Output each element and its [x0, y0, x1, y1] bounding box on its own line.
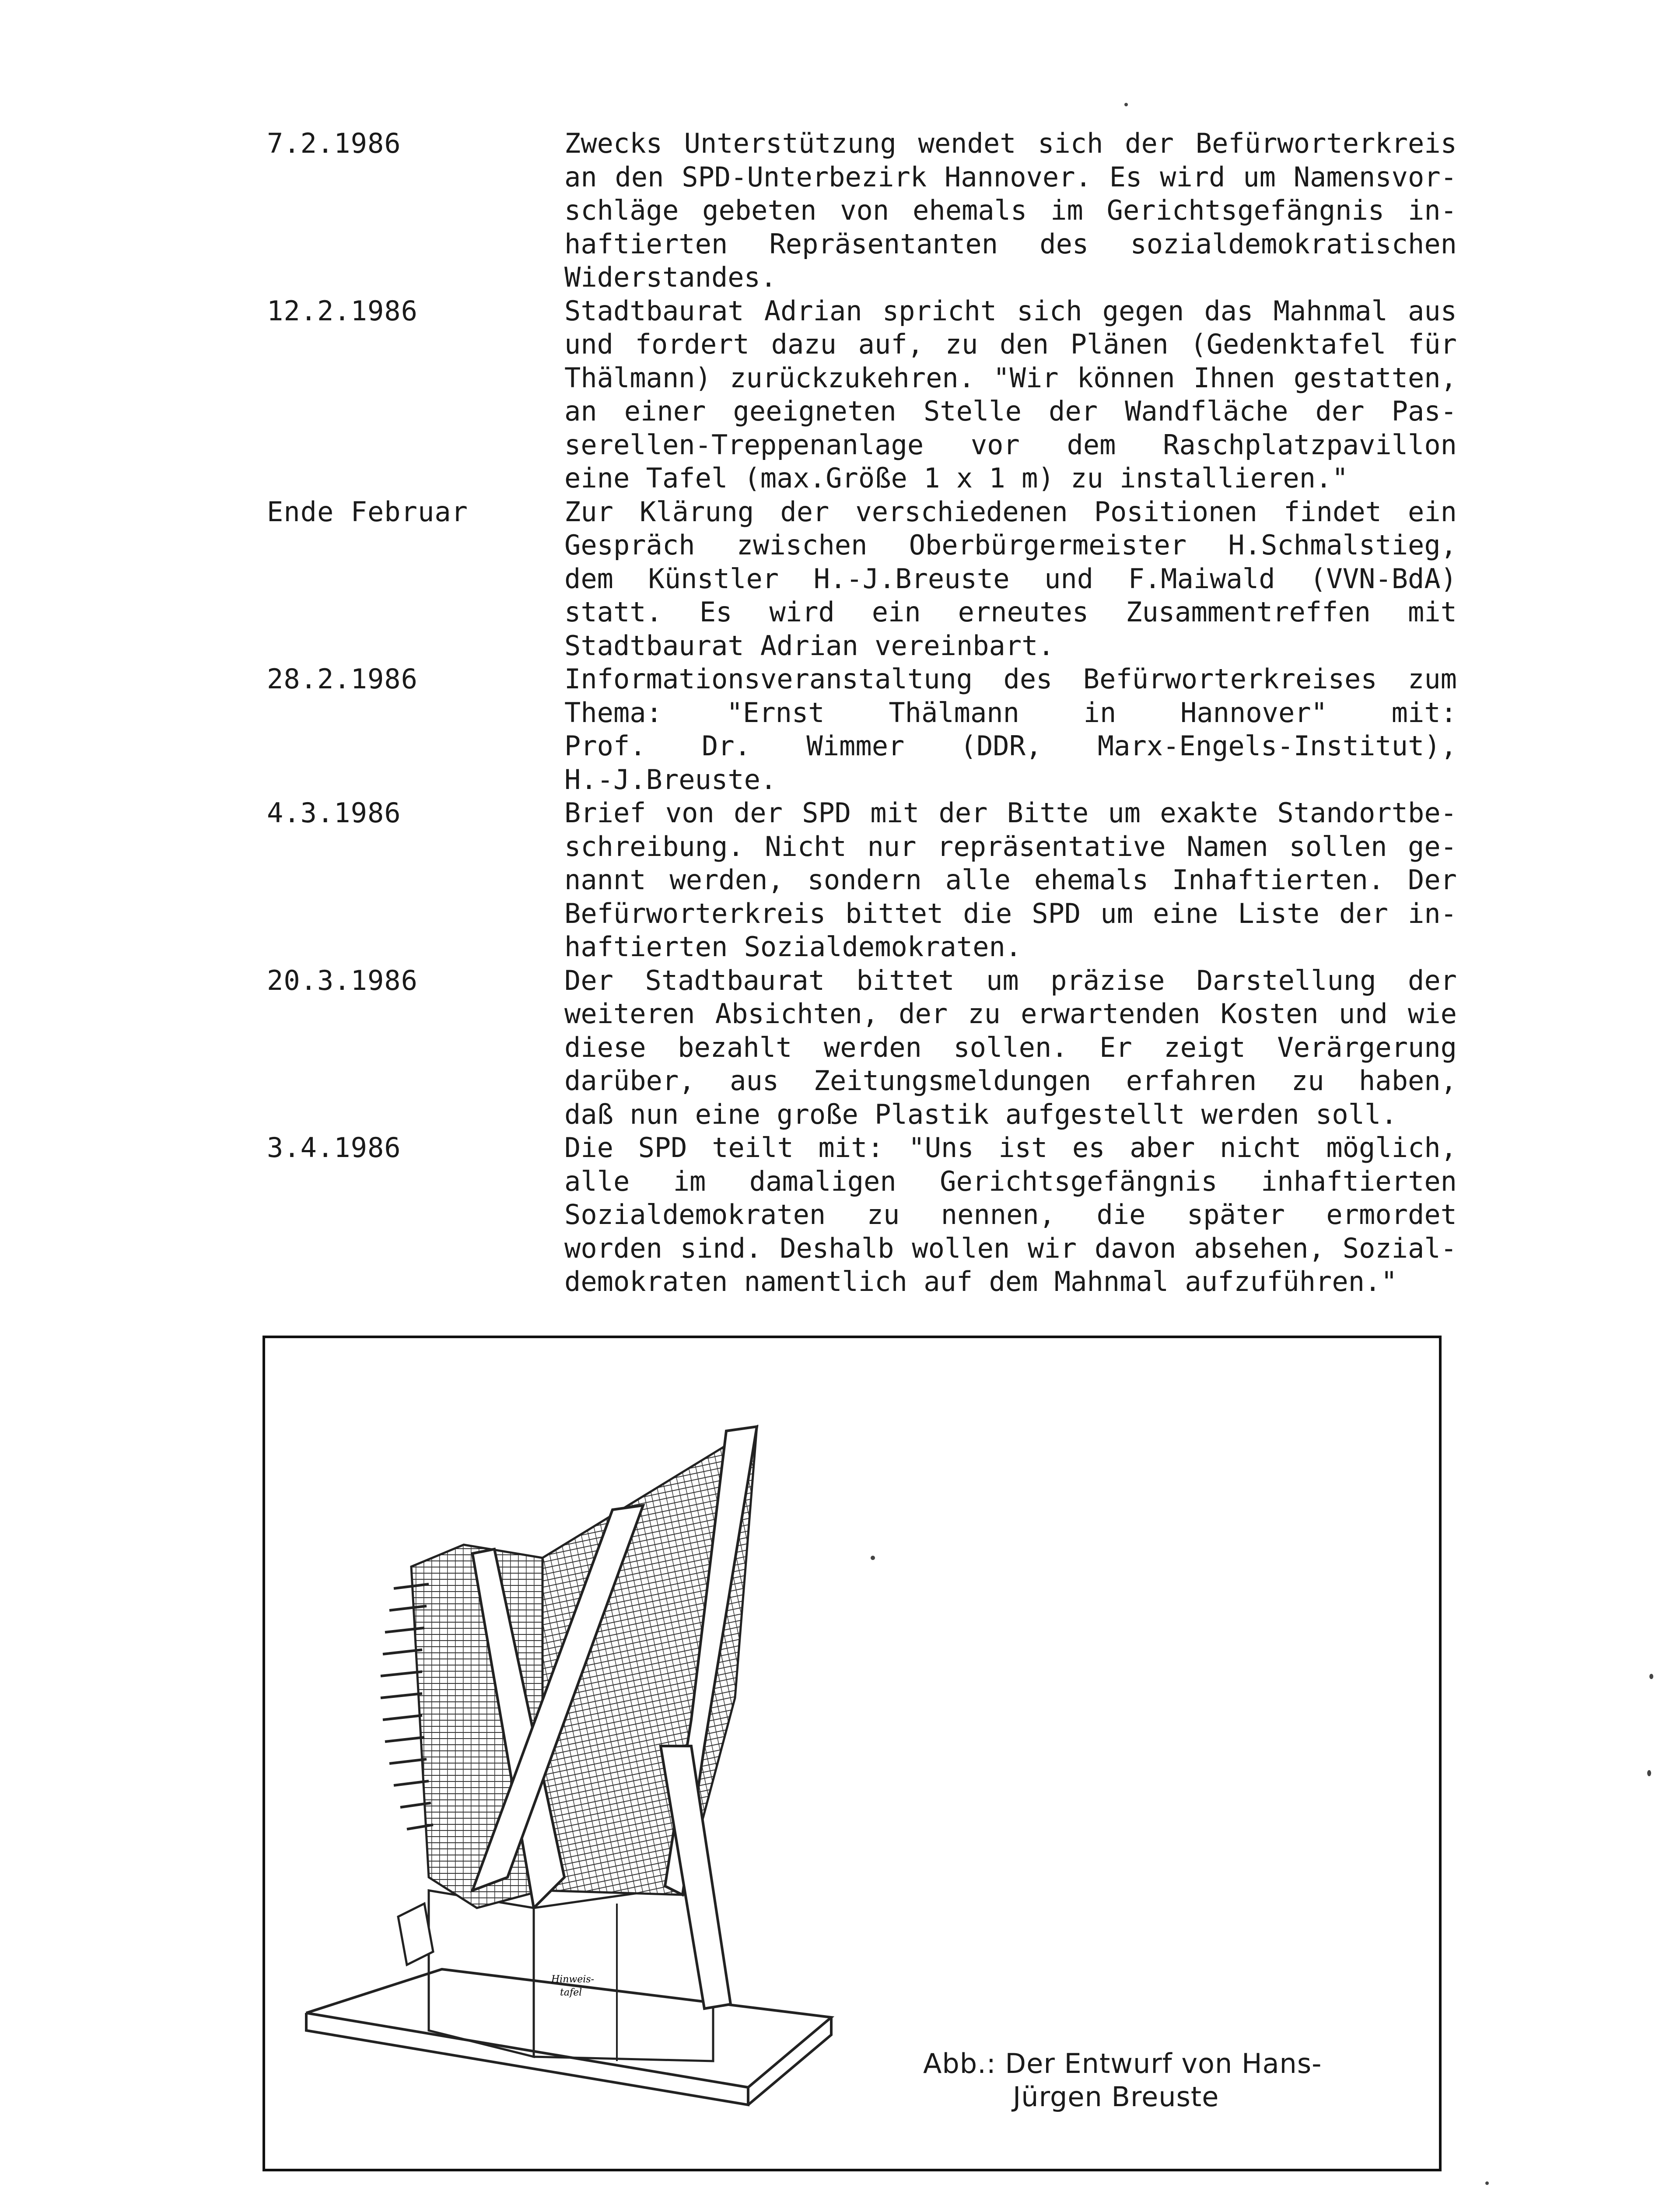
entry-date: 12.2.1986 — [267, 295, 418, 327]
entry-text-line: daß nun eine große Plastik aufgestellt werden soll. — [564, 1098, 1397, 1130]
entry-text-line: Zur Klärung der verschiedenen Positionen findet ein — [564, 495, 1457, 528]
entry-text-line: weiteren Absichten, der zu erwartenden Kosten und wie — [564, 998, 1457, 1030]
entry-text-line: dem Künstler H.-J.Breuste und F.Maiwald (VVN-BdA) — [564, 562, 1457, 595]
entry-text — [564, 964, 1457, 1132]
entry-text-line: an den SPD-Unterbezirk Hannover. Es wird um Namensvor- — [564, 161, 1457, 193]
entry-text-line: Sozialdemokraten zu nennen, die später ermordet — [564, 1199, 1457, 1231]
entry-date: Ende Februar — [267, 495, 468, 528]
entry-text-line: Die SPD teilt mit: "Uns ist es aber nicht möglich, — [564, 1132, 1457, 1164]
sculpture-drawing — [298, 1413, 888, 2135]
chronology-entry — [267, 964, 1457, 1132]
entry-text — [564, 796, 1457, 964]
scan-speck — [871, 1556, 875, 1560]
scan-speck — [1485, 2181, 1489, 2185]
entry-text-line: nannt werden, sondern alle ehemals Inhaftierten. Der — [564, 864, 1457, 896]
entry-text-line: Stadtbaurat Adrian vereinbart. — [564, 629, 1054, 662]
entry-text-line: Der Stadtbaurat bittet um präzise Darstellung der — [564, 964, 1457, 996]
chronology-entry — [267, 295, 1457, 495]
figure-caption-line2: Jürgen Breuste — [1013, 2081, 1219, 2113]
chronology-entry — [267, 663, 1457, 796]
chronology-entry — [267, 796, 1457, 964]
entry-text-line: Thema: "Ernst Thälmann in Hannover" mit: — [564, 696, 1457, 729]
entry-text-line: und fordert dazu auf, zu den Plänen (Gedenktafel für — [564, 328, 1457, 360]
chronology-entry — [267, 127, 1457, 295]
entry-date: 3.4.1986 — [267, 1132, 401, 1164]
entry-text — [564, 663, 1457, 796]
entry-text-line: serellen-Treppenanlage vor dem Raschplatzpavillon — [564, 428, 1457, 461]
entry-text-line: Zwecks Unterstützung wendet sich der Befürworterkreis — [564, 127, 1457, 159]
base-platform-front — [306, 2013, 748, 2105]
entry-text-line: Gespräch zwischen Oberbürgermeister H.Schmalstieg, — [564, 529, 1457, 561]
entry-text-line: Prof. Dr. Wimmer (DDR, Marx-Engels-Institut), — [564, 730, 1457, 762]
entry-date: 7.2.1986 — [267, 127, 401, 159]
entry-text-line: Widerstandes. — [564, 261, 777, 293]
chronology-entry — [267, 1131, 1457, 1299]
figure-caption — [923, 2047, 1322, 2114]
entry-date: 20.3.1986 — [267, 964, 418, 996]
plaque-label-line2: tafel — [560, 1987, 582, 1998]
entry-text-line: Befürworterkreis bittet die SPD um eine Liste der in- — [564, 897, 1457, 929]
entry-text-line: diese bezahlt werden sollen. Er zeigt Verärgerung — [564, 1031, 1457, 1063]
entry-text-line: Brief von der SPD mit der Bitte um exakte Standortbe- — [564, 797, 1457, 829]
entry-text — [564, 1131, 1457, 1299]
entry-text-line: statt. Es wird ein erneutes Zusammentreffen mit — [564, 596, 1457, 628]
scan-speck — [1647, 1770, 1651, 1776]
entry-text-line: H.-J.Breuste. — [564, 763, 777, 796]
entry-text-line: Informationsveranstaltung des Befürworterkreises zum — [564, 663, 1457, 695]
entry-text-line: Thälmann) zurückzukehren. "Wir können Ihnen gestatten, — [564, 361, 1457, 394]
entry-text — [564, 495, 1457, 663]
scan-speck — [1124, 103, 1128, 106]
entry-text-line: eine Tafel (max.Größe 1 x 1 m) zu installieren." — [564, 462, 1348, 494]
chronology-entry — [267, 495, 1457, 663]
scan-speck — [1649, 1674, 1653, 1679]
entry-text — [564, 127, 1457, 295]
entry-date: 28.2.1986 — [267, 663, 418, 695]
figure-caption-line1: Abb.: Der Entwurf von Hans- — [923, 2048, 1322, 2079]
entry-date: 4.3.1986 — [267, 797, 401, 829]
base-platform-side — [748, 2017, 831, 2105]
entry-text-line: Stadtbaurat Adrian spricht sich gegen das Mahnmal aus — [564, 295, 1457, 327]
entry-text-line: alle im damaligen Gerichtsgefängnis inhaftierten — [564, 1165, 1457, 1197]
plaque-label-line1: Hinweis- — [551, 1974, 595, 1985]
entry-text-line: schreibung. Nicht nur repräsentative Namen sollen ge- — [564, 830, 1457, 863]
entry-text-line: schläge gebeten von ehemals im Gerichtsgefängnis in- — [564, 194, 1457, 226]
entry-text-line: darüber, aus Zeitungsmeldungen erfahren zu haben, — [564, 1065, 1457, 1097]
chronology-list — [267, 127, 1457, 1299]
entry-text-line: worden sind. Deshalb wollen wir davon absehen, Sozial- — [564, 1232, 1457, 1264]
entry-text-line: haftierten Sozialdemokraten. — [564, 931, 1022, 963]
entry-text-line: haftierten Repräsentanten des sozialdemokratischen — [564, 228, 1457, 260]
entry-text-line: demokraten namentlich auf dem Mahnmal aufzuführen." — [564, 1266, 1397, 1297]
entry-text-line: an einer geeigneten Stelle der Wandfläche der Pas- — [564, 395, 1457, 427]
entry-text — [564, 295, 1457, 495]
